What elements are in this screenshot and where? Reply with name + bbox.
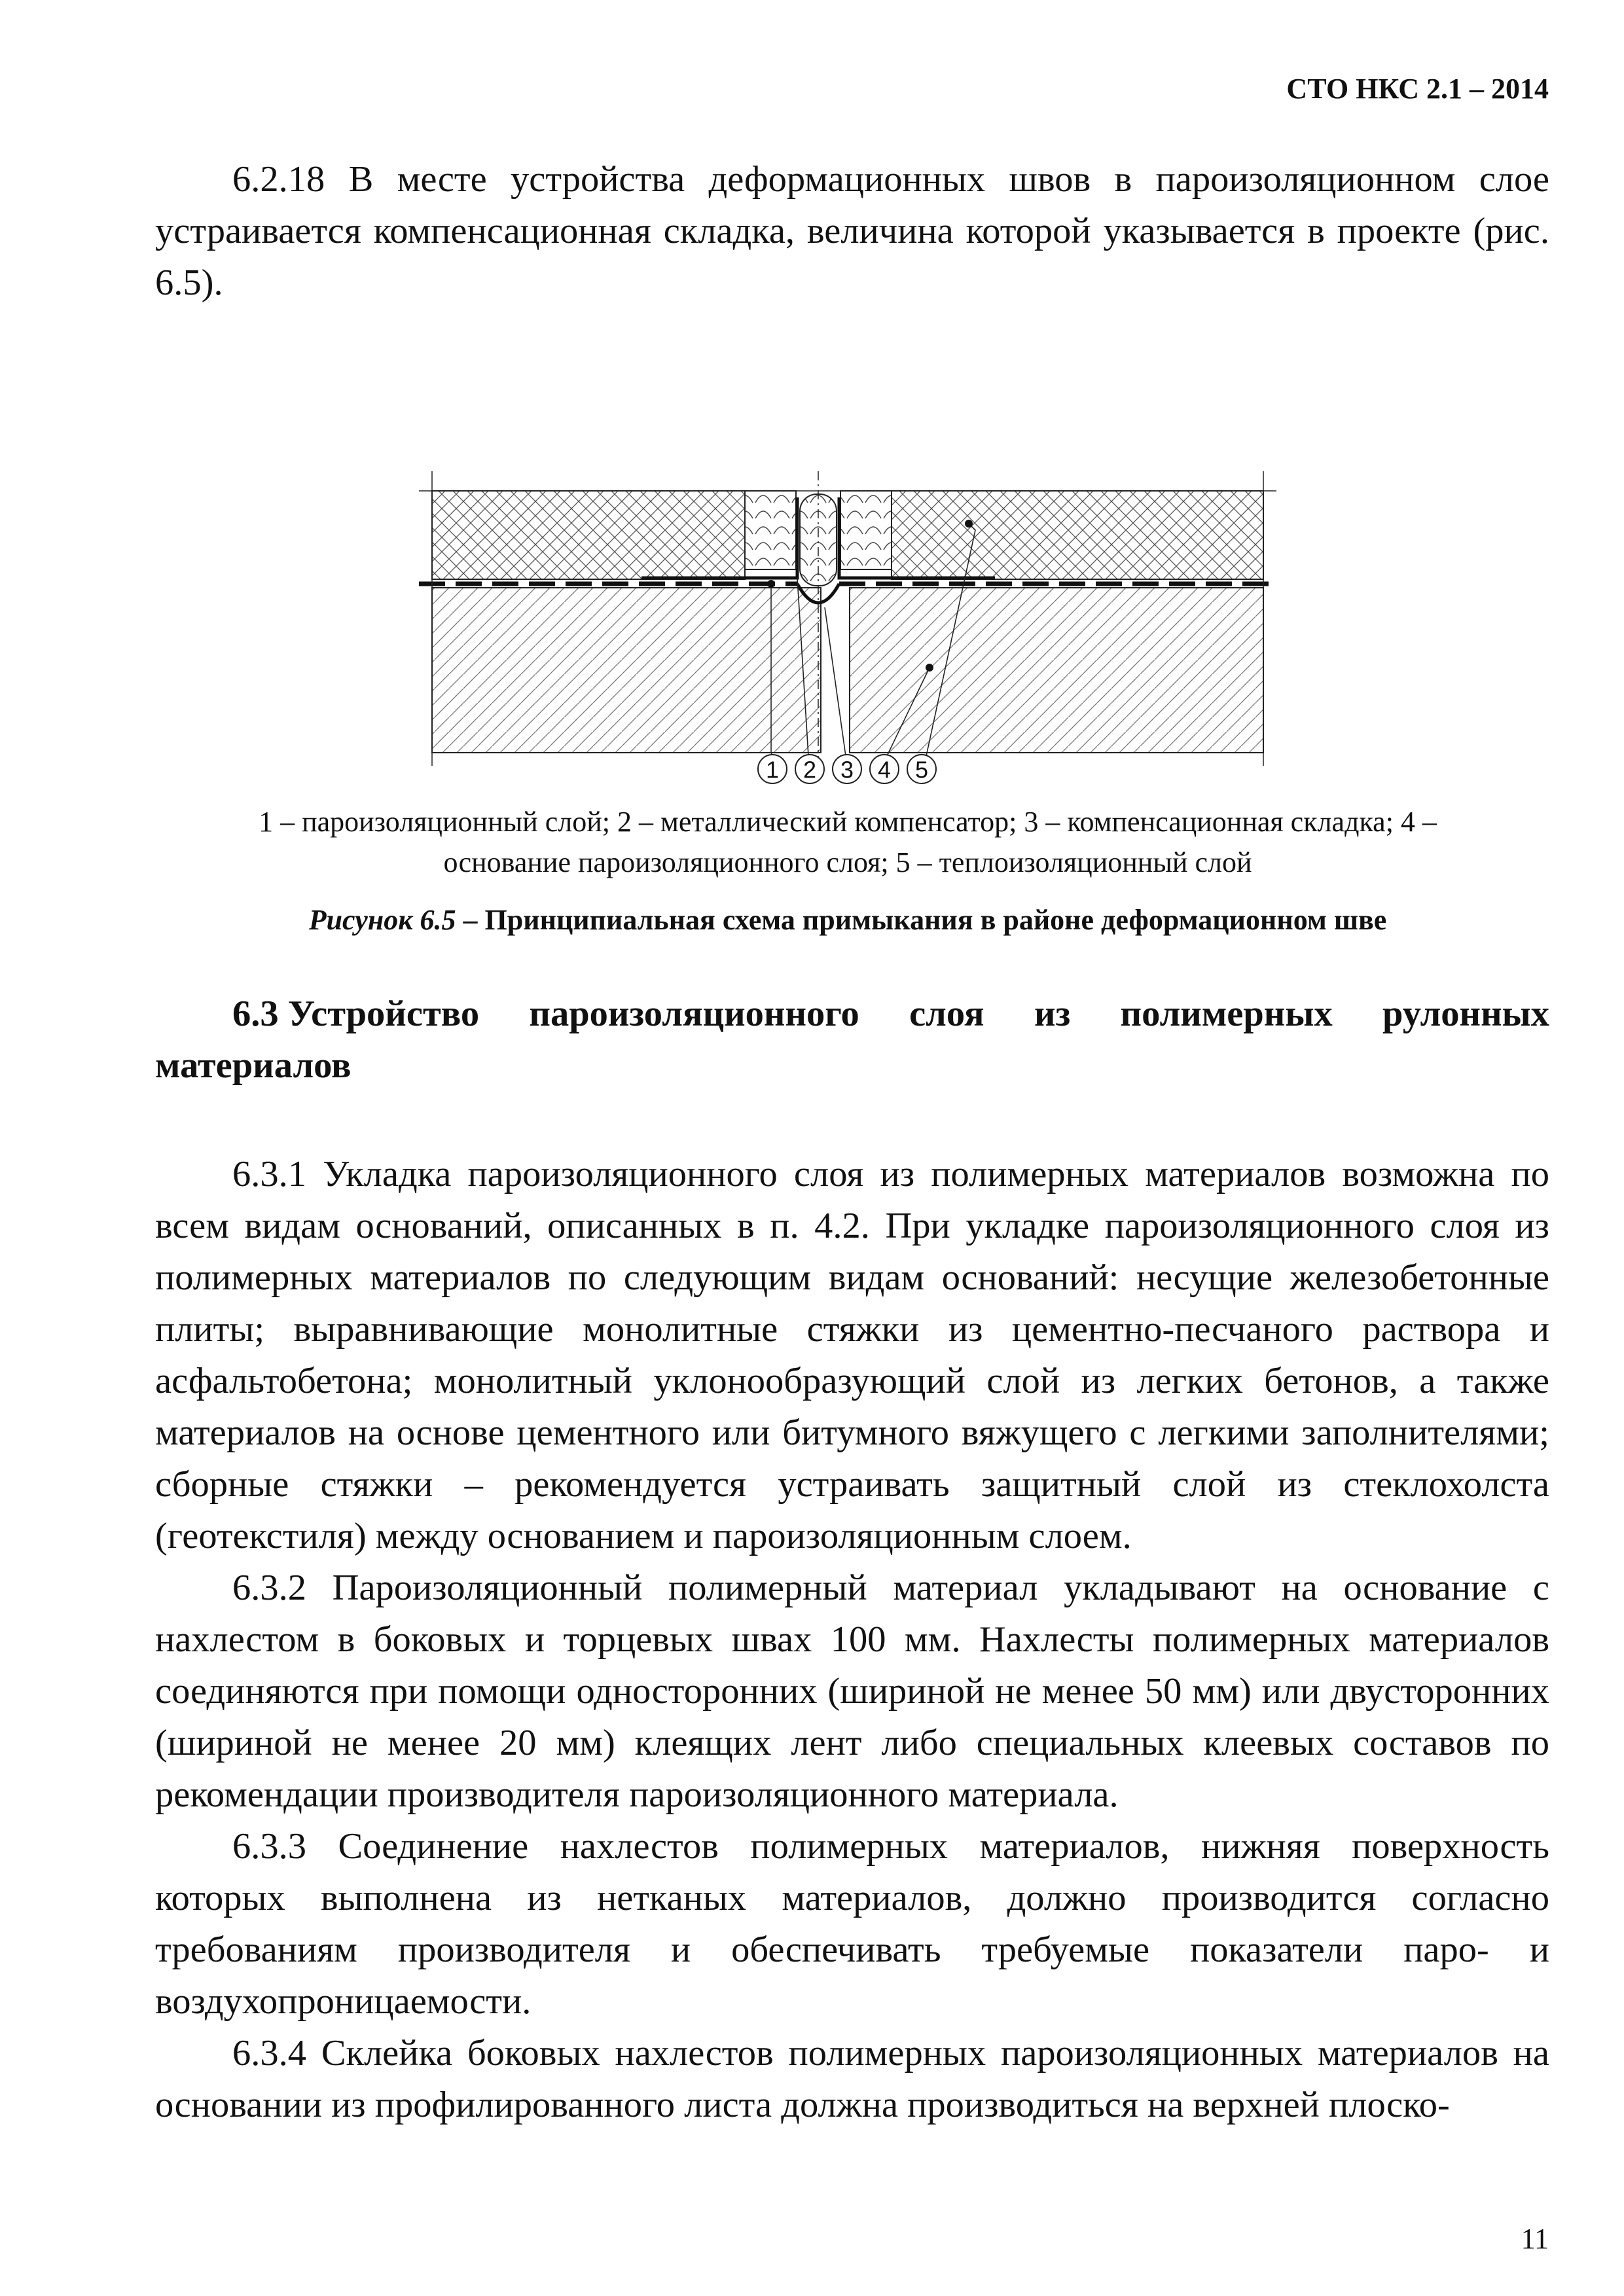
figure-caption bbox=[157, 903, 1538, 937]
clause-6-2-18 bbox=[155, 154, 1549, 309]
page-number: 11 bbox=[1521, 2223, 1549, 2255]
callout-1 bbox=[758, 755, 787, 783]
figure-legend bbox=[157, 802, 1538, 883]
figure-6-5-diagram bbox=[406, 458, 1290, 785]
callout-5 bbox=[907, 755, 936, 783]
callout-1-label: 1 bbox=[765, 756, 780, 783]
clause-6-2-18-text: 6.2.18 В месте устройства деформационных швов в пароизоляционном слое устраивается компенсационная складка, величина которой указывается в проекте (рис. 6.5). bbox=[155, 159, 1549, 303]
heading-line-2: материалов bbox=[155, 1045, 352, 1086]
heading-word-5: полимерных bbox=[1120, 994, 1333, 1034]
heading-word-3: слоя bbox=[909, 994, 984, 1034]
insulation-left bbox=[432, 491, 745, 579]
leader-dot-4 bbox=[926, 664, 933, 672]
callout-2-label: 2 bbox=[803, 756, 817, 783]
insulation-right bbox=[892, 491, 1263, 579]
clause-6-3-3: 6.3.3 Соединение нахлестов полимерных материалов, нижняя поверхность которых выполнена из нетканых материалов, должно производится согласно требованиям производителя и обеспечивать требуемые показатели паро- и воздухопроницаемости. bbox=[155, 1826, 1549, 2022]
heading-word-2: пароизоляционного bbox=[529, 994, 859, 1034]
leader-dot-1 bbox=[767, 580, 775, 588]
caption-label: Рисунок 6.5 bbox=[308, 904, 456, 936]
callout-4 bbox=[870, 755, 899, 783]
heading-word-4: из bbox=[1034, 994, 1071, 1034]
clause-6-3-2: 6.3.2 Пароизоляционный полимерный материал укладывают на основание с нахлестом в боковых и торцевых швах 100 мм. Нахлесты полимерных материалов соединяются при помощи односторонних (шириной не менее 50 мм) или двусторонних (шириной не менее 20 мм) клеящих лент либо специальных клеевых составов по рекомендации производителя пароизоляционного материала. bbox=[155, 1568, 1549, 1815]
legend-line-1: 1 – пароизоляционный слой; 2 – металлический компенсатор; 3 – компенсационная складка; 4 – bbox=[259, 806, 1437, 838]
heading-word-1: 6.3 Устройство bbox=[232, 994, 480, 1034]
callout-4-label: 4 bbox=[877, 756, 892, 783]
clause-6-3-1: 6.3.1 Укладка пароизоляционного слоя из полимерных материалов возможна по всем видам оснований, описанных в п. 4.2. При укладке пароизоляционного слоя из полимерных материалов по следующим видам оснований: несущие железобетонные плиты; выравнивающие монолитные стяжки из цементно-песчаного раствора и асфальтобетона; монолитный уклонообразующий слой из легких бетонов, а также материалов на основе цементного или битумного вяжущего с легкими заполнителями; сборные стяжки – рекомендуется устраивать защитный слой из стеклохолста (геотекстиля) между основанием и пароизоляционным слоем. bbox=[155, 1154, 1549, 1556]
leader-dot-5 bbox=[965, 520, 973, 528]
joint-infill-left bbox=[745, 491, 796, 569]
section-heading-6-3 bbox=[155, 988, 1549, 1092]
callout-3-label: 3 bbox=[840, 756, 854, 783]
caption-text: – Принципиальная схема примыкания в районе деформационном шве bbox=[456, 904, 1387, 936]
clause-6-3-4: 6.3.4 Склейка боковых нахлестов полимерных пароизоляционных материалов на основании из профилированного листа должна производиться на верхней плоско- bbox=[155, 2033, 1549, 2125]
callout-2 bbox=[795, 755, 824, 783]
callout-5-label: 5 bbox=[914, 756, 929, 783]
document-code: СТО НКС 2.1 – 2014 bbox=[1286, 73, 1549, 105]
leader-3 bbox=[825, 607, 846, 756]
base-slab-left bbox=[432, 588, 821, 753]
callout-3 bbox=[833, 755, 861, 783]
joint-infill-right bbox=[840, 491, 892, 569]
legend-line-2: основание пароизоляционного слоя; 5 – теплоизоляционный слой bbox=[443, 846, 1252, 878]
expansion-joint-drawing bbox=[406, 458, 1290, 785]
section-6-3-body bbox=[155, 1149, 1549, 2131]
heading-word-6: рулонных bbox=[1382, 994, 1549, 1034]
base-slab-right bbox=[850, 588, 1263, 753]
heading-number: 6.3 bbox=[232, 994, 279, 1034]
